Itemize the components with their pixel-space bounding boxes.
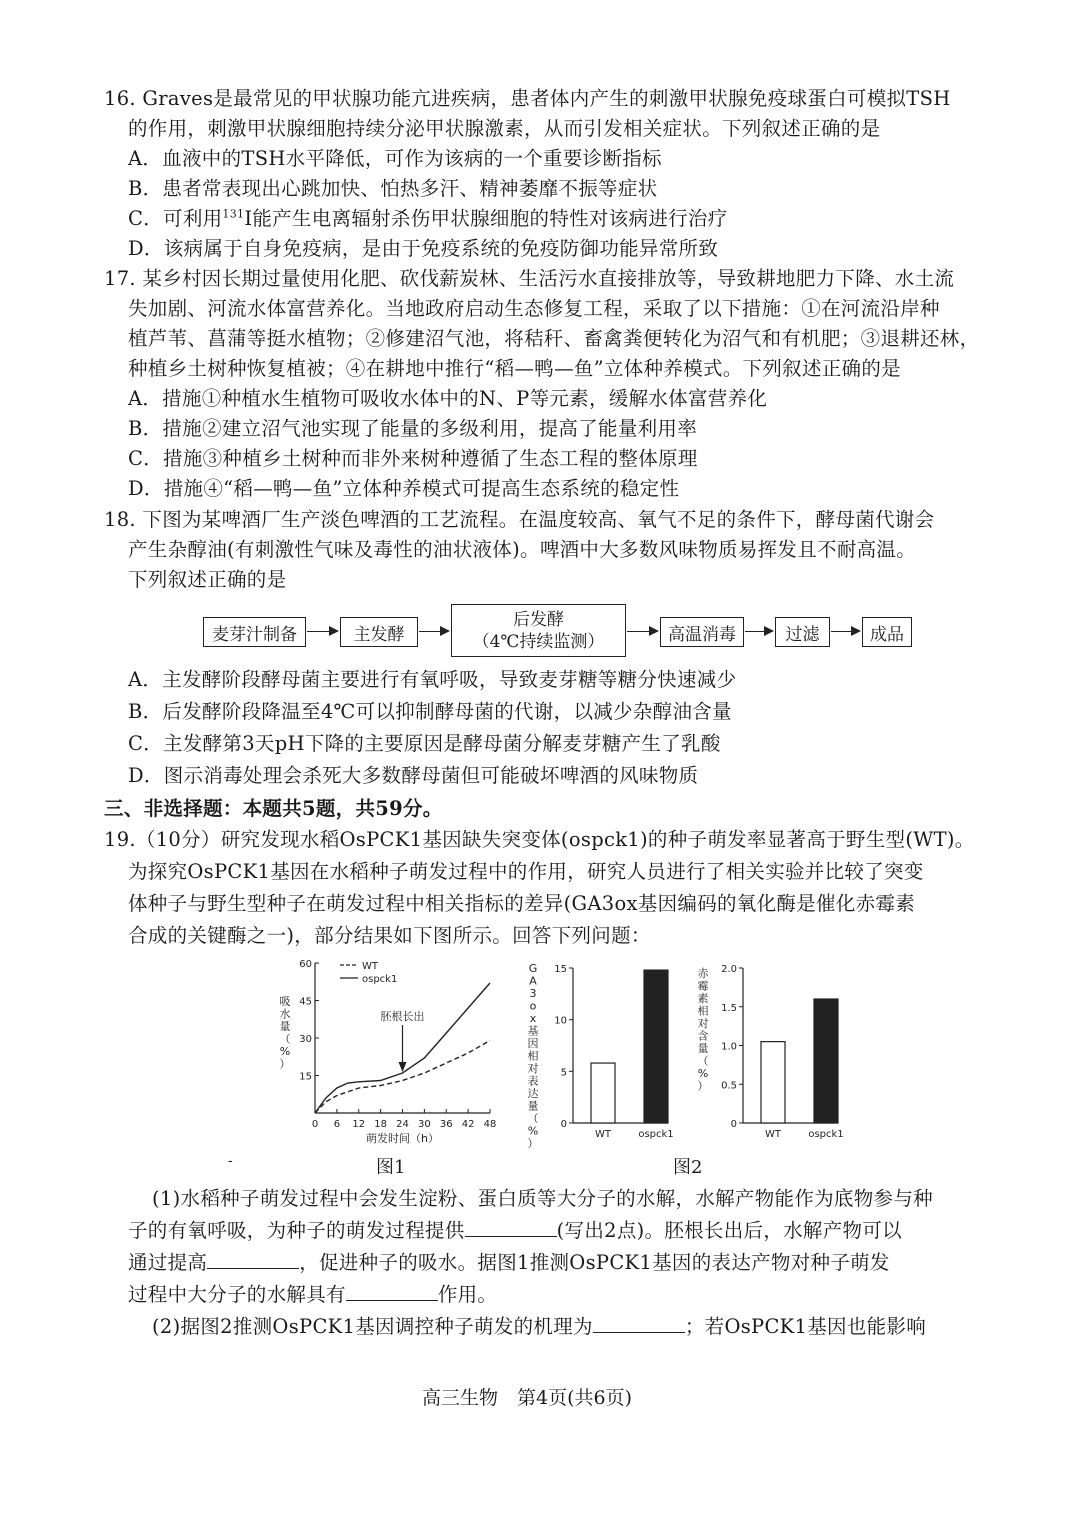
fig1-xtick-label-42: 42 — [461, 1119, 475, 1130]
svg-text:量: 量 — [279, 1020, 291, 1033]
svg-text:%: % — [527, 1124, 539, 1138]
svg-text:（: （ — [697, 1054, 709, 1068]
q18-option-a: A．主发酵阶段酵母菌主要进行有氧呼吸，导致麦芽糖等糖分快速减少 — [128, 668, 737, 691]
q18-stem-line2: 产生杂醇油(有刺激性气味及毒性的油状液体)。啤酒中大多数风味物质易挥发且不耐高温。 — [128, 538, 917, 561]
figure1-legend — [340, 961, 397, 985]
q16-option-d: D．该病属于自身免疫病，是由于免疫系统的免疫防御功能异常所致 — [128, 237, 719, 260]
svg-text:（: （ — [527, 1112, 539, 1125]
fig1-xtick-label-6: 6 — [333, 1119, 341, 1130]
q17-stem-line4: 种植乡土树种恢复植被；④在耕地中推行“稻—鸭—鱼”立体种养模式。下列叙述正确的是 — [128, 357, 901, 380]
svg-text:G: G — [528, 962, 538, 975]
fig1-xtick-label-12: 12 — [352, 1119, 366, 1130]
svg-text:量: 量 — [527, 1099, 539, 1113]
svg-text:对: 对 — [527, 1062, 539, 1075]
q17-stem-line2: 失加剧、河流水体富营养化。当地政府启动生态修复工程，采取了以下措施：①在河流沿岸种 — [128, 297, 940, 320]
answer-blank-4[interactable] — [593, 1314, 685, 1333]
q17-option-c: C．措施③种植乡土树种而非外来树种遵循了生态工程的整体原理 — [128, 447, 698, 470]
q19-stem-line1: 19.（10分）研究发现水稻OsPCK1基因缺失突变体(ospck1)的种子萌发率显著高于野生型(WT)。 — [104, 828, 975, 851]
q17-stem-line1: 17. 某乡村因长期过量使用化肥、砍伐薪炭林、生活污水直接排放等，导致耕地肥力下降、水土流 — [104, 267, 955, 290]
flow-arrow-4 — [745, 631, 772, 632]
flow-arrow-2 — [419, 631, 448, 632]
section-heading: 三、非选择题：本题共5题，共59分。 — [104, 797, 443, 820]
flow-step-post-ferment — [451, 604, 626, 657]
svg-text:因: 因 — [527, 1037, 539, 1050]
svg-text:x: x — [529, 1012, 537, 1025]
q18-option-c: C．主发酵第3天pH下降的主要原因是酵母菌分解麦芽糖产生了乳酸 — [128, 732, 721, 755]
flow-arrow-3 — [627, 631, 657, 632]
fig1-xtick-label-48: 48 — [483, 1119, 497, 1130]
q16-option-c — [128, 204, 728, 234]
q19-p1-line2 — [128, 1216, 902, 1246]
fig1-annotation-text: 胚根长出 — [380, 1010, 425, 1023]
q19-p1-line3-b: ，促进种子的吸水。据图1推测OsPCK1基因的表达产物对种子萌发 — [299, 1251, 890, 1274]
flow-step-main-ferment: 主发酵 — [340, 617, 418, 647]
q16-stem-line2: 的作用，刺激甲状腺细胞持续分泌甲状腺激素，从而引发相关症状。下列叙述正确的是 — [128, 117, 881, 140]
q18-option-d: D．图示消毒处理会杀死大多数酵母菌但可能破坏啤酒的风味物质 — [128, 764, 699, 787]
svg-text:赤: 赤 — [697, 967, 709, 980]
q17-option-a: A．措施①种植水生植物可吸收水体中的N、P等元素，缓解水体富营养化 — [128, 387, 768, 410]
q19-p1-line3-a: 通过提高 — [128, 1251, 208, 1274]
stray-mark: - — [228, 1153, 233, 1169]
svg-text:）: ） — [697, 1079, 709, 1093]
q19-stem-line4: 合成的关键酶之一)，部分结果如下图所示。回答下列问题： — [128, 924, 651, 947]
svg-text:吸: 吸 — [279, 995, 291, 1008]
figure1-water-uptake-chart — [270, 950, 510, 1150]
flow-step-post-ferment-title: 后发酵 — [513, 609, 564, 630]
flow-step-post-ferment-note: （4℃持续监测） — [472, 631, 605, 652]
fig2b-bar-ospck1 — [814, 999, 838, 1123]
q19-p2-line1 — [152, 1312, 926, 1342]
svg-text:对: 对 — [697, 1017, 709, 1030]
fig1-xlabel: 萌发时间（h） — [366, 1132, 439, 1145]
fig2b-category-label-WT: WT — [765, 1129, 781, 1140]
q19-p1-line3 — [128, 1248, 890, 1278]
svg-text:相: 相 — [527, 1049, 539, 1063]
q16-option-b: B．患者常表现出心跳加快、怕热多汗、精神萎靡不振等症状 — [128, 177, 658, 200]
figure2-caption: 图2 — [673, 1157, 703, 1178]
fig1-ytick-label-15: 15 — [299, 1071, 312, 1083]
fig1-ylabel — [280, 995, 291, 1071]
figure2-gibberellin-chart — [685, 950, 855, 1150]
svg-text:）: ） — [527, 1137, 539, 1150]
fig2a-ytick-label-0: 0 — [560, 1119, 567, 1130]
fig2b-ytick-label-1.5: 1.5 — [721, 1002, 737, 1014]
svg-text:达: 达 — [527, 1087, 539, 1100]
q19-p1-line4 — [128, 1280, 497, 1310]
fig1-ytick-label-30: 30 — [299, 1034, 312, 1045]
q19-p1-line2-b: (写出2点)。胚根长出后，水解产物可以 — [556, 1219, 902, 1242]
svg-text:霉: 霉 — [697, 979, 709, 993]
fig2a-ylabel — [528, 962, 539, 1150]
fig1-legend-label-ospck1: ospck1 — [362, 974, 398, 985]
fig2a-ytick-label-5: 5 — [560, 1067, 567, 1079]
flow-arrow-1 — [307, 631, 337, 632]
fig2b-ytick-label-0.5: 0.5 — [721, 1080, 737, 1092]
fig2a-ytick-label-10: 10 — [554, 1015, 567, 1027]
svg-text:含: 含 — [697, 1029, 709, 1043]
svg-text:表: 表 — [527, 1074, 539, 1088]
figure2-ga3ox-content — [528, 962, 674, 1150]
svg-text:A: A — [529, 974, 537, 988]
q17-option-d: D．措施④“稻—鸭—鱼”立体种养模式可提高生态系统的稳定性 — [128, 477, 680, 500]
figure1-ticks — [299, 959, 496, 1130]
fig2b-ytick-label-2.0: 2.0 — [721, 964, 737, 975]
fig1-xtick-label-30: 30 — [418, 1119, 431, 1130]
flow-step-sterilize: 高温消毒 — [660, 617, 744, 647]
q16-option-c-post: I能产生电离辐射杀伤甲状腺细胞的特性对该病进行治疗 — [244, 207, 728, 230]
q16-stem-line1: 16. Graves是最常见的甲状腺功能亢进疾病，患者体内产生的刺激甲状腺免疫球蛋白可模拟TSH — [104, 87, 951, 110]
fig1-xtick-label-0: 0 — [311, 1119, 319, 1130]
svg-text:相: 相 — [697, 1004, 709, 1018]
fig2b-ytick-label-0: 0 — [730, 1119, 737, 1130]
flow-step-product: 成品 — [862, 617, 912, 647]
fig2a-bar-ospck1 — [644, 970, 668, 1123]
fig1-ytick-label-45: 45 — [299, 996, 312, 1008]
fig2b-ytick-label-1.0: 1.0 — [721, 1041, 737, 1053]
fig2a-category-label-ospck1: ospck1 — [638, 1129, 674, 1140]
q19-p2-line1-a: (2)据图2推测OsPCK1基因调控种子萌发的机理为 — [152, 1315, 593, 1338]
answer-blank-2[interactable] — [207, 1250, 299, 1269]
svg-text:3: 3 — [529, 987, 537, 1000]
fig1-xtick-label-18: 18 — [374, 1119, 387, 1130]
fig2a-category-label-WT: WT — [595, 1129, 611, 1140]
fig2a-bar-WT — [591, 1063, 615, 1123]
fig2b-bar-WT — [761, 1042, 785, 1123]
q19-p1-line1: (1)水稻种子萌发过程中会发生淀粉、蛋白质等大分子的水解，水解产物能作为底物参与种 — [152, 1187, 933, 1210]
fig1-xtick-label-24: 24 — [396, 1119, 409, 1130]
flow-arrow-5 — [831, 631, 859, 632]
q19-p1-line4-b: 作用。 — [437, 1283, 498, 1306]
fig1-legend-label-WT: WT — [362, 961, 378, 972]
flow-step-filter: 过滤 — [775, 617, 830, 647]
svg-text:%: % — [279, 1045, 291, 1058]
fig2a-ytick-label-15: 15 — [554, 964, 567, 975]
q16-option-c-pre: C．可利用 — [128, 207, 223, 230]
svg-text:水: 水 — [279, 1007, 291, 1021]
fig2b-ylabel — [698, 966, 710, 1093]
answer-blank-3[interactable] — [346, 1282, 438, 1301]
svg-text:基: 基 — [527, 1024, 539, 1038]
answer-blank-1[interactable] — [465, 1218, 557, 1237]
q19-p1-line2-a: 子的有氧呼吸，为种子的萌发过程提供 — [128, 1219, 465, 1242]
fig1-xtick-label-36: 36 — [439, 1119, 453, 1130]
q18-option-b: B．后发酵阶段降温至4℃可以抑制酵母菌的代谢，以减少杂醇油含量 — [128, 700, 732, 723]
q16-option-c-sup: 131 — [222, 207, 245, 221]
svg-text:o: o — [529, 999, 537, 1013]
svg-text:量: 量 — [697, 1042, 709, 1055]
q19-p2-line1-b: ；若OsPCK1基因也能影响 — [684, 1315, 927, 1338]
fig1-ytick-label-60: 60 — [299, 959, 312, 970]
page-footer: 高三生物 第4页(共6页) — [422, 1387, 633, 1409]
q18-stem-line3: 下列叙述正确的是 — [128, 568, 287, 591]
q18-stem-line1: 18. 下图为某啤酒厂生产淡色啤酒的工艺流程。在温度较高、氧气不足的条件下，酵母菌代谢会 — [104, 508, 935, 531]
svg-text:）: ） — [279, 1057, 291, 1071]
fig2b-category-label-ospck1: ospck1 — [808, 1129, 844, 1140]
svg-text:（: （ — [279, 1032, 291, 1046]
q17-stem-line3: 植芦苇、菖蒲等挺水植物；②修建沼气池，将秸秆、畜禽粪便转化为沼气和有机肥；③退耕还林， — [128, 327, 980, 350]
figure2-ga3ox-chart — [515, 950, 685, 1150]
q19-p1-line4-a: 过程中大分子的水解具有 — [128, 1283, 346, 1306]
svg-text:素: 素 — [697, 992, 709, 1005]
flow-step-wort-prep: 麦芽汁制备 — [203, 617, 306, 647]
q19-stem-line2: 为探究OsPCK1基因在水稻种子萌发过程中的作用，研究人员进行了相关实验并比较了突变 — [128, 860, 924, 883]
svg-text:%: % — [697, 1067, 709, 1080]
figure2-gibberellin-content — [698, 964, 844, 1140]
figure1-caption: 图1 — [376, 1157, 406, 1178]
q17-option-b: B．措施②建立沼气池实现了能量的多级利用，提高了能量利用率 — [128, 417, 698, 440]
q16-option-a: A．血液中的TSH水平降低，可作为该病的一个重要诊断指标 — [128, 147, 662, 170]
q19-stem-line3: 体种子与野生型种子在萌发过程中相关指标的差异(GA3ox基因编码的氧化酶是催化赤霉素 — [128, 892, 916, 915]
